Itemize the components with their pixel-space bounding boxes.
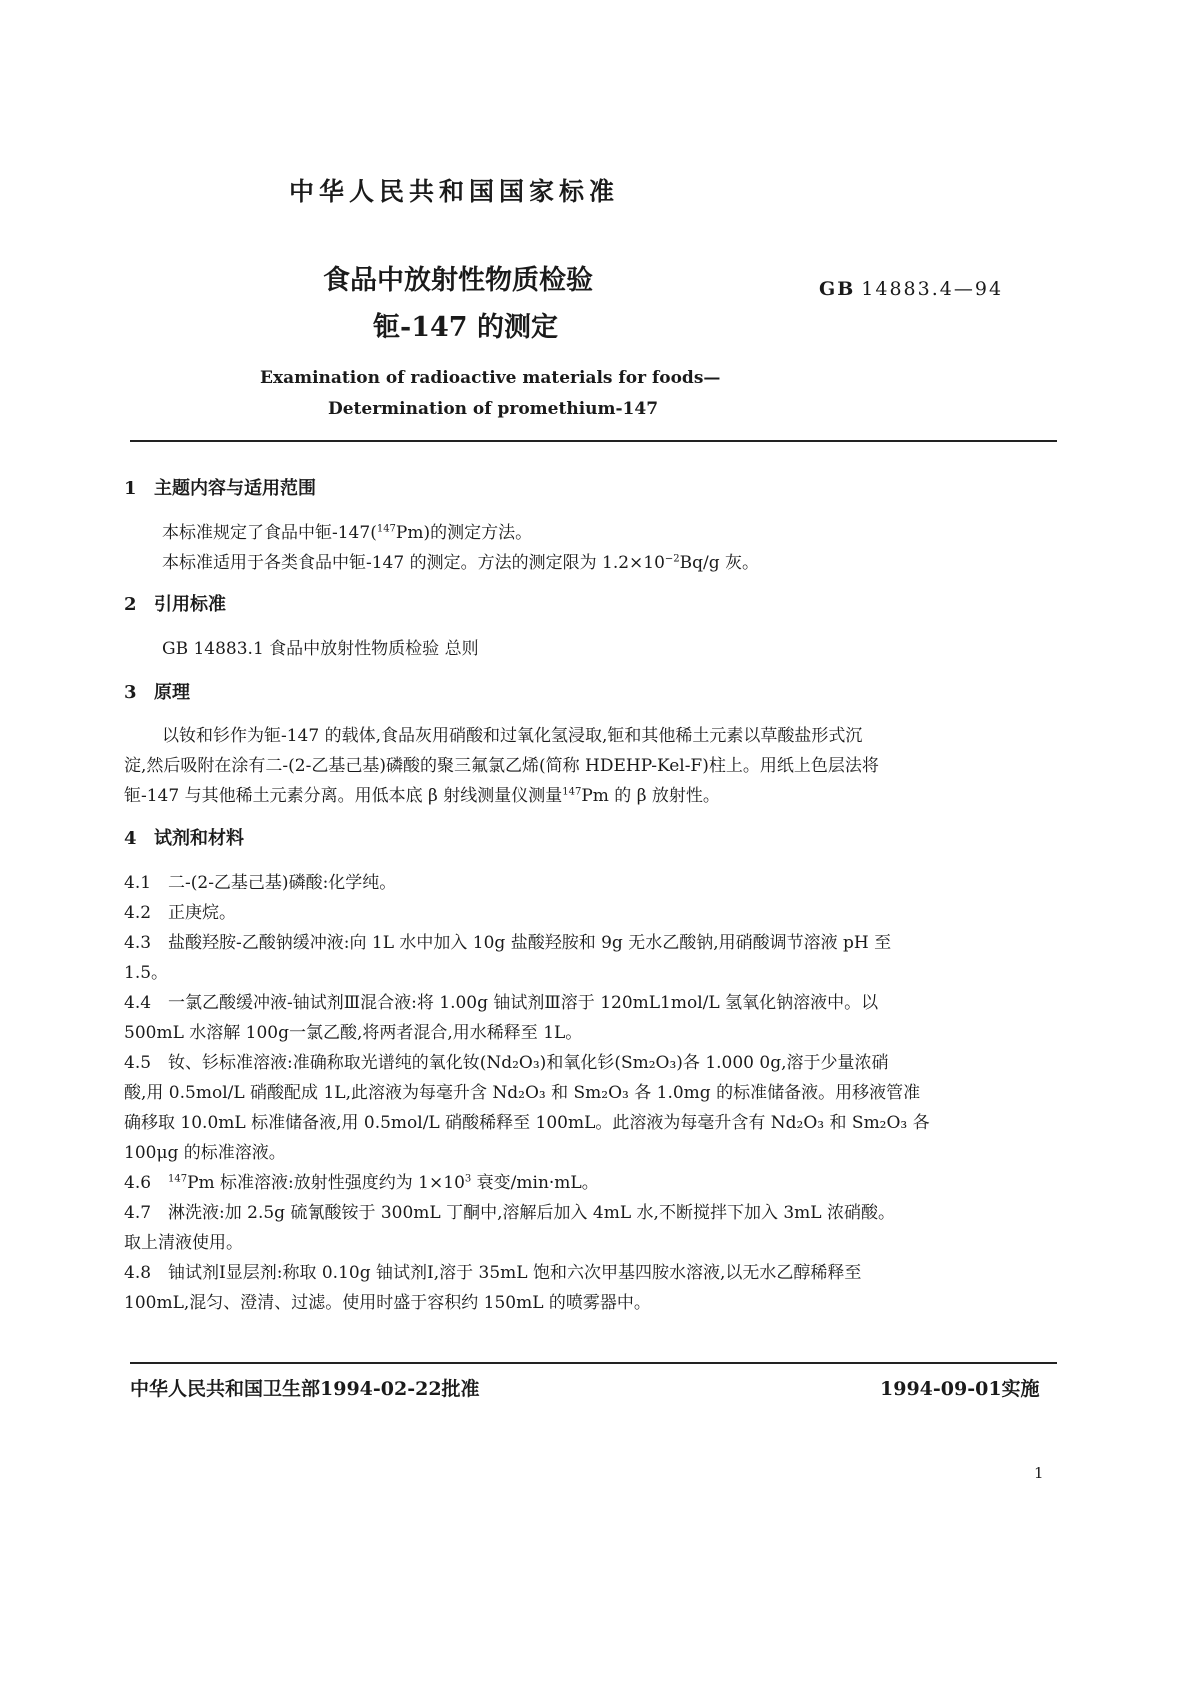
item-4-5-cont-2: 确移取 10.0mL 标准储备液,用 0.5mol/L 硝酸稀释至 100mL。此溶液为每毫升含有 Nd₂O₃ 和 Sm₂O₃ 各 (124, 1113, 930, 1133)
item-4-8: 4.8 铀试剂Ⅰ显层剂:称取 0.10g 铀试剂Ⅰ,溶于 35mL 饱和六次甲基四胺水溶液,以无水乙醇稀释至 (124, 1263, 862, 1283)
item-4-1: 4.1 二-(2-乙基己基)磷酸:化学纯。 (124, 873, 397, 893)
item-4-2: 4.2 正庚烷。 (124, 903, 236, 923)
section-2-heading: 2 引用标准 (124, 594, 226, 615)
item-4-4: 4.4 一氯乙酸缓冲液-铀试剂Ⅲ混合液:将 1.00g 铀试剂Ⅲ溶于 120mL1mol/L 氢氧化钠溶液中。以 (124, 993, 879, 1013)
item-4-3-cont: 1.5。 (124, 963, 169, 983)
effective-date: 1994-09-01实施 (880, 1378, 1040, 1400)
footer-divider (130, 1362, 1057, 1364)
standard-number (819, 278, 1003, 300)
section-3-line-2: 淀,然后吸附在涂有二-(2-乙基己基)磷酸的聚三氟氯乙烯(简称 HDEHP-Kel-F)柱上。用纸上色层法将 (124, 756, 879, 776)
item-4-8-cont: 100mL,混匀、澄清、过滤。使用时盛于容积约 150mL 的喷雾器中。 (124, 1293, 651, 1313)
item-4-7-cont: 取上清液使用。 (124, 1233, 243, 1253)
item-4-7: 4.7 淋洗液:加 2.5g 硫氰酸铵于 300mL 丁酮中,溶解后加入 4mL 水,不断搅拌下加入 3mL 浓硝酸。 (124, 1203, 895, 1223)
standard-prefix: GB (819, 278, 856, 300)
item-4-4-cont: 500mL 水溶解 100g一氯乙酸,将两者混合,用水稀释至 1L。 (124, 1023, 583, 1043)
section-1-heading: 1 主题内容与适用范围 (124, 478, 316, 499)
item-4-5: 4.5 钕、钐标准溶液:准确称取光谱纯的氧化钕(Nd₂O₃)和氧化钐(Sm₂O₃)各 1.000 0g,溶于少量浓硝 (124, 1053, 889, 1073)
section-1-para-1: 本标准规定了食品中钷-147($^{147}$Pm)的测定方法。 (162, 523, 533, 543)
section-1-para-2: 本标准适用于各类食品中钷-147 的测定。方法的测定限为 $1.2\times 10^{-2}Bq/g$ 灰。 (162, 553, 760, 573)
section-2-reference: GB 14883.1 食品中放射性物质检验 总则 (162, 639, 479, 659)
header-divider (130, 440, 1057, 442)
approval-line: 中华人民共和国卫生部1994-02-22批准 (130, 1378, 480, 1400)
section-4-heading: 4 试剂和材料 (124, 828, 244, 849)
page-number: 1 (1034, 1464, 1044, 1482)
item-4-6: 4.6 $^{147}$Pm 标准溶液:放射性强度约为 $1\times 10^3$ 衰变/min·mL。 (124, 1173, 599, 1193)
section-3-heading: 3 原理 (124, 682, 190, 703)
standard-code: 14883.4—94 (861, 278, 1004, 300)
item-4-5-cont-1: 酸,用 0.5mol/L 硝酸配成 1L,此溶液为每毫升含 Nd₂O₃ 和 Sm₂O₃ 各 1.0mg 的标准储备液。用移液管准 (124, 1083, 921, 1103)
doc-title-line1: 食品中放射性物质检验 (323, 265, 593, 296)
english-title-line1: Examination of radioactive materials for foods— (260, 368, 721, 388)
section-3-line-3: 钷-147 与其他稀土元素分离。用低本底 β 射线测量仪测量$^{147}$Pm 的 β 放射性。 (124, 786, 720, 806)
section-3-line-1: 以钕和钐作为钷-147 的载体,食品灰用硝酸和过氧化氢浸取,钷和其他稀土元素以草酸盐形式沉 (162, 726, 863, 746)
item-4-5-cont-3: 100μg 的标准溶液。 (124, 1143, 286, 1163)
item-4-3: 4.3 盐酸羟胺-乙酸钠缓冲液:向 1L 水中加入 10g 盐酸羟胺和 9g 无水乙酸钠,用硝酸调节溶液 pH 至 (124, 933, 892, 953)
doc-title-line2: 钷-147 的测定 (373, 312, 558, 343)
national-standard-heading: 中华人民共和国国家标准 (289, 177, 620, 206)
english-title-line2: Determination of promethium-147 (328, 399, 659, 419)
